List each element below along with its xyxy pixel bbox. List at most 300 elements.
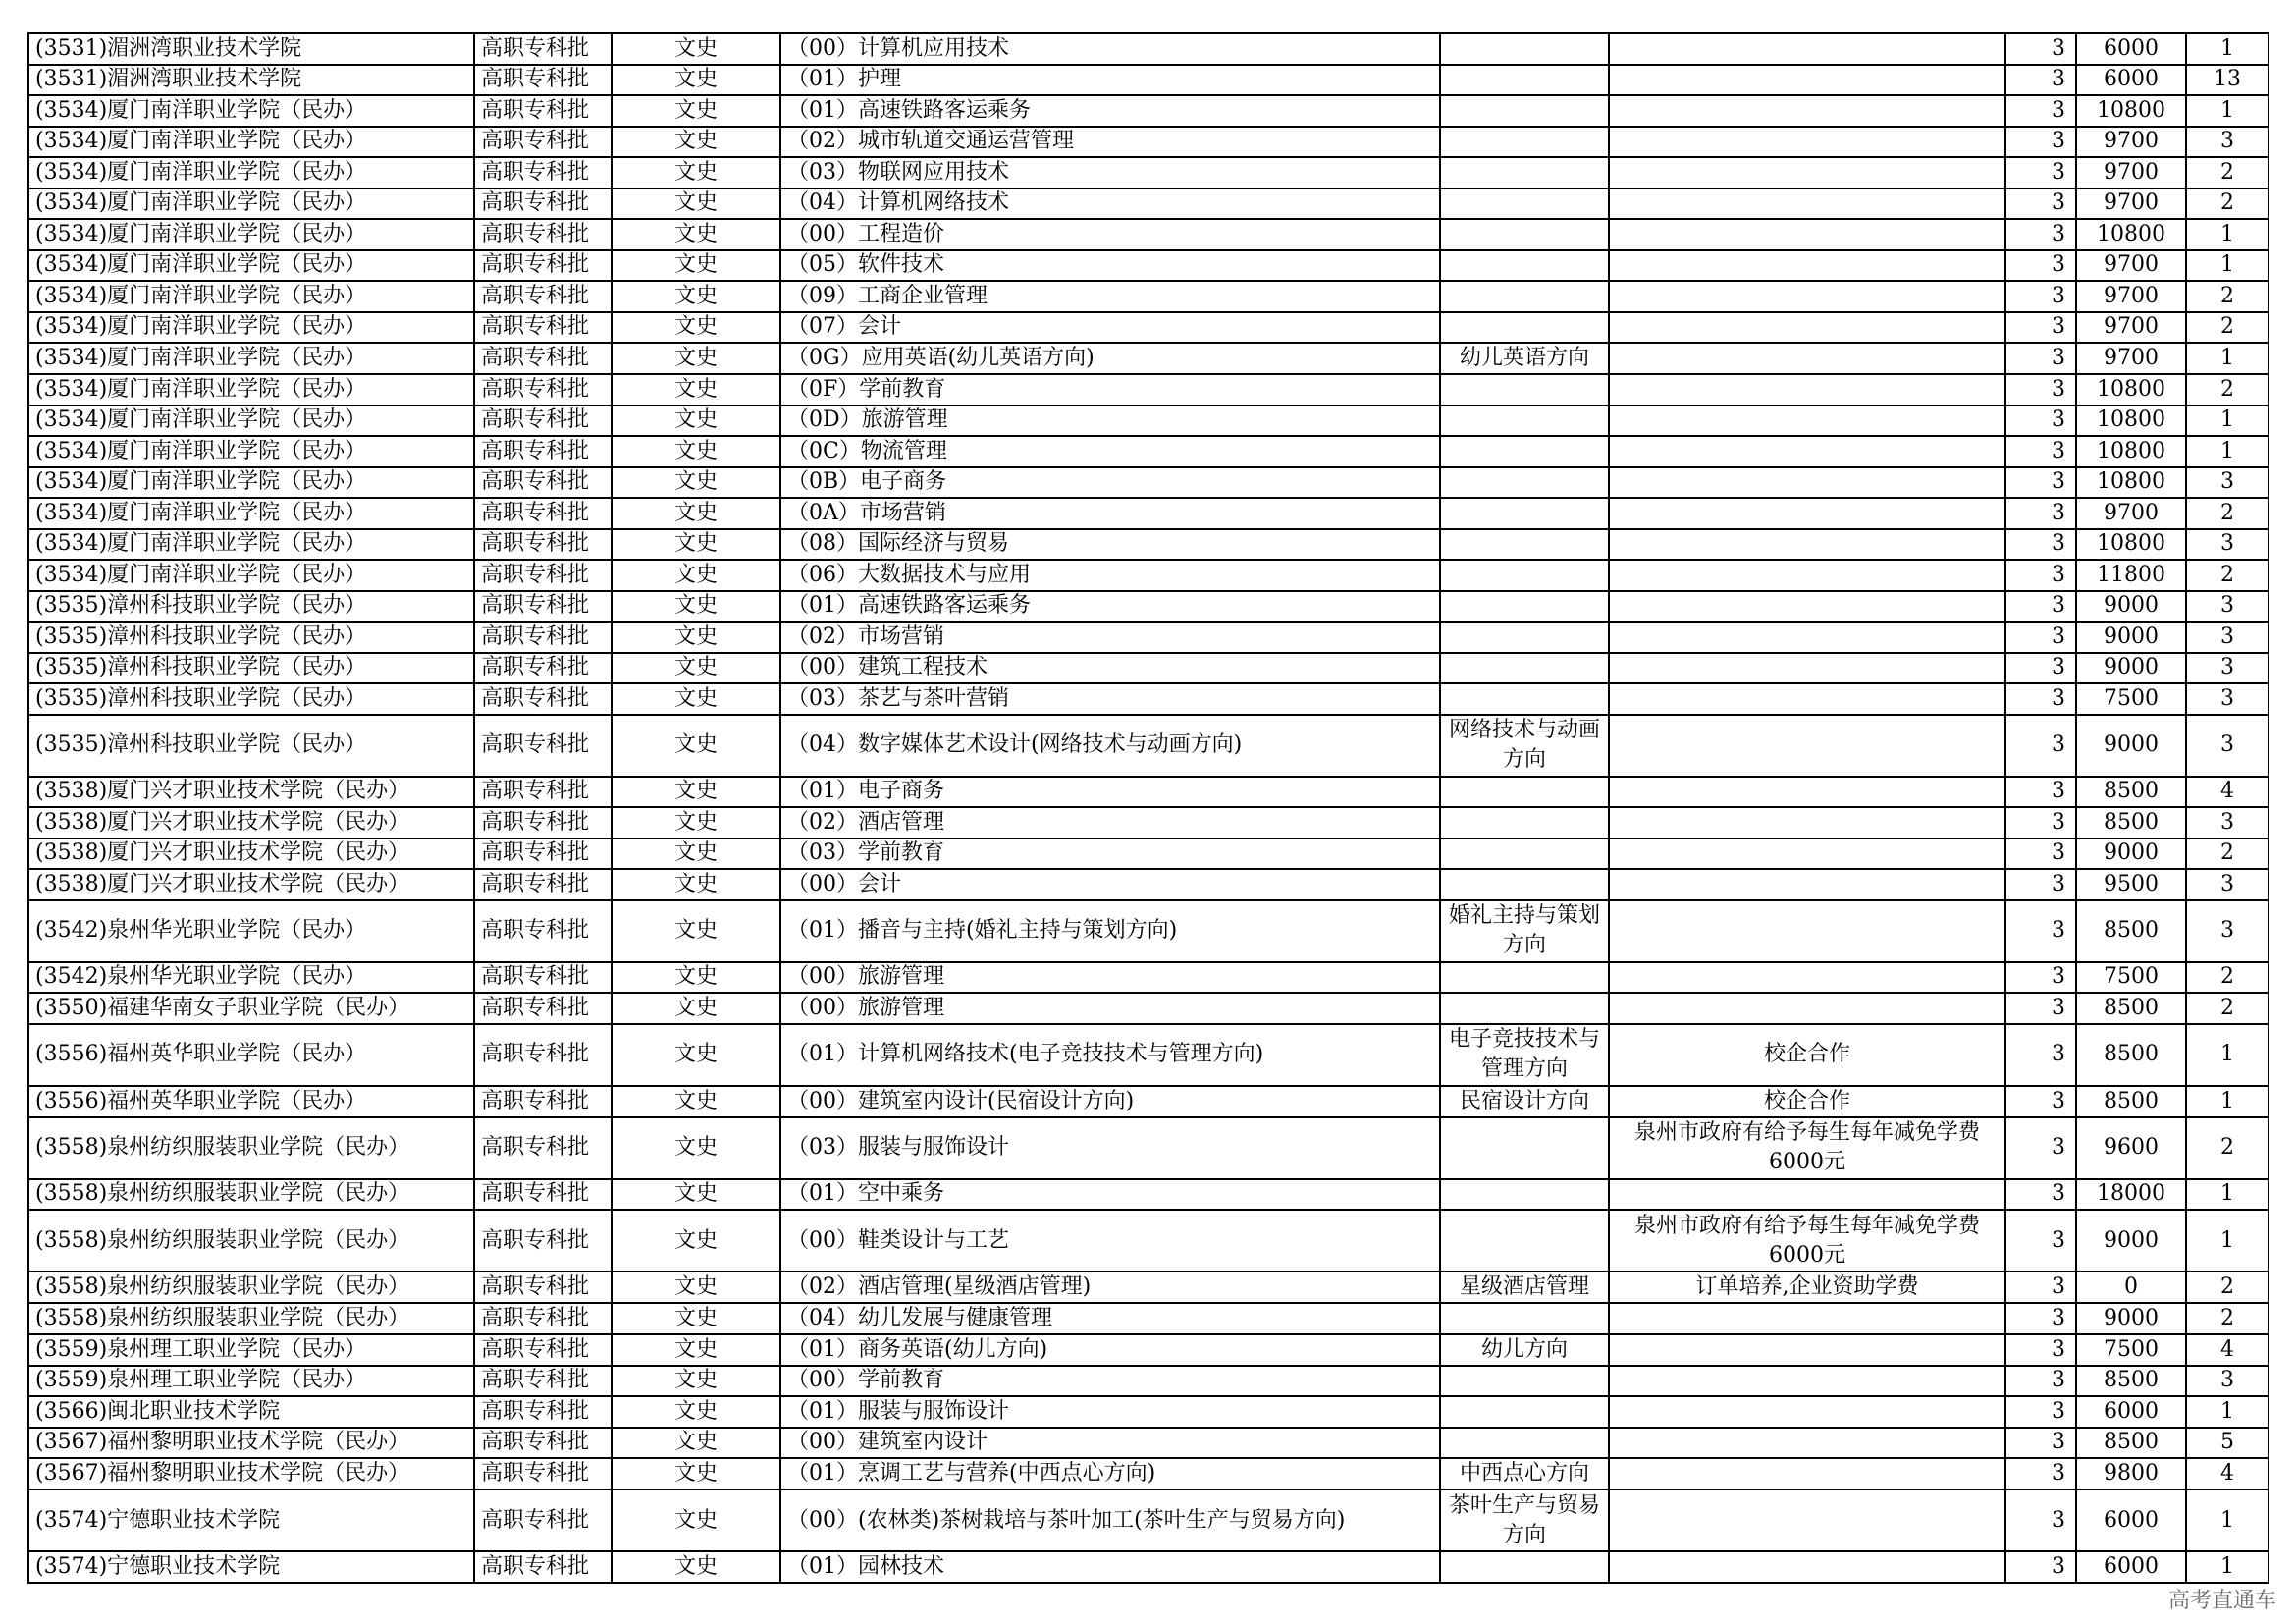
direction-cell: 幼儿方向 [1440,1334,1609,1366]
batch-cell: 高职专科批 [474,1396,612,1428]
plan-count-cell: 3 [2186,653,2269,684]
years-cell: 3 [2005,622,2076,653]
category-cell: 文史 [612,1210,780,1272]
table-row [28,374,2269,406]
table-row [28,1458,2269,1489]
batch-cell: 高职专科批 [474,374,612,406]
note-cell [1609,1366,2005,1397]
plan-count-cell: 3 [2186,591,2269,623]
table-row [28,622,2269,653]
years-cell: 3 [2005,653,2076,684]
table-row [28,127,2269,158]
category-cell: 文史 [612,374,780,406]
category-cell: 文史 [612,807,780,839]
note-cell [1609,33,2005,65]
table-row [28,1396,2269,1428]
direction-cell [1440,281,1609,312]
table-row [28,683,2269,715]
tuition-cell: 9000 [2076,839,2186,870]
plan-count-cell: 1 [2186,1024,2269,1086]
plan-count-cell: 1 [2186,1086,2269,1117]
batch-cell: 高职专科批 [474,343,612,374]
plan-count-cell: 1 [2186,95,2269,127]
batch-cell: 高职专科批 [474,281,612,312]
table-row [28,1210,2269,1272]
tuition-cell: 6000 [2076,1489,2186,1551]
major-cell: （01）护理 [780,65,1440,96]
note-cell [1609,406,2005,437]
major-cell: （01）播音与主持(婚礼主持与策划方向) [780,900,1440,962]
tuition-cell: 8500 [2076,807,2186,839]
major-cell: （01）商务英语(幼儿方向) [780,1334,1440,1366]
years-cell: 3 [2005,498,2076,529]
category-cell: 文史 [612,1489,780,1551]
tuition-cell: 6000 [2076,65,2186,96]
note-cell [1609,436,2005,467]
school-cell: (3574)宁德职业技术学院 [28,1551,474,1583]
tuition-cell: 10800 [2076,467,2186,499]
direction-cell: 民宿设计方向 [1440,1086,1609,1117]
note-cell [1609,869,2005,900]
category-cell: 文史 [612,1428,780,1459]
table-row [28,591,2269,623]
table-row [28,839,2269,870]
years-cell: 3 [2005,343,2076,374]
category-cell: 文史 [612,715,780,777]
plan-count-cell: 3 [2186,900,2269,962]
years-cell: 3 [2005,95,2076,127]
years-cell: 3 [2005,189,2076,220]
plan-count-cell: 2 [2186,157,2269,189]
category-cell: 文史 [612,993,780,1024]
major-cell: （02）酒店管理 [780,807,1440,839]
major-cell: （00）(农林类)茶树栽培与茶叶加工(茶叶生产与贸易方向) [780,1489,1440,1551]
school-cell: (3559)泉州理工职业学院（民办） [28,1366,474,1397]
direction-cell: 网络技术与动画方向 [1440,715,1609,777]
major-cell: （03）物联网应用技术 [780,157,1440,189]
tuition-cell: 9000 [2076,1210,2186,1272]
plan-count-cell: 2 [2186,993,2269,1024]
major-cell: （00）会计 [780,869,1440,900]
tuition-cell: 6000 [2076,1396,2186,1428]
batch-cell: 高职专科批 [474,189,612,220]
category-cell: 文史 [612,622,780,653]
years-cell: 3 [2005,560,2076,591]
note-cell [1609,250,2005,282]
category-cell: 文史 [612,436,780,467]
direction-cell [1440,95,1609,127]
note-cell: 订单培养,企业资助学费 [1609,1272,2005,1303]
direction-cell [1440,807,1609,839]
category-cell: 文史 [612,1272,780,1303]
category-cell: 文史 [612,839,780,870]
table-row [28,1272,2269,1303]
direction-cell [1440,406,1609,437]
batch-cell: 高职专科批 [474,869,612,900]
school-cell: (3566)闽北职业技术学院 [28,1396,474,1428]
batch-cell: 高职专科批 [474,1024,612,1086]
tuition-cell: 9700 [2076,343,2186,374]
direction-cell [1440,1551,1609,1583]
category-cell: 文史 [612,1366,780,1397]
direction-cell [1440,869,1609,900]
years-cell: 3 [2005,374,2076,406]
plan-count-cell: 2 [2186,1272,2269,1303]
table-row [28,529,2269,561]
batch-cell: 高职专科批 [474,95,612,127]
school-cell: (3534)厦门南洋职业学院（民办） [28,281,474,312]
major-cell: （00）建筑工程技术 [780,653,1440,684]
batch-cell: 高职专科批 [474,1210,612,1272]
batch-cell: 高职专科批 [474,900,612,962]
major-cell: （03）茶艺与茶叶营销 [780,683,1440,715]
direction-cell [1440,653,1609,684]
tuition-cell: 9700 [2076,127,2186,158]
direction-cell [1440,591,1609,623]
note-cell [1609,993,2005,1024]
category-cell: 文史 [612,869,780,900]
batch-cell: 高职专科批 [474,1334,612,1366]
category-cell: 文史 [612,219,780,250]
direction-cell [1440,127,1609,158]
years-cell: 3 [2005,1489,2076,1551]
years-cell: 3 [2005,1551,2076,1583]
category-cell: 文史 [612,653,780,684]
note-cell [1609,715,2005,777]
plan-count-cell: 2 [2186,839,2269,870]
tuition-cell: 10800 [2076,374,2186,406]
plan-count-cell: 1 [2186,1396,2269,1428]
tuition-cell: 11800 [2076,560,2186,591]
category-cell: 文史 [612,312,780,344]
plan-count-cell: 1 [2186,1210,2269,1272]
note-cell [1609,1551,2005,1583]
table-row [28,1428,2269,1459]
direction-cell [1440,560,1609,591]
direction-cell [1440,374,1609,406]
major-cell: （0A）市场营销 [780,498,1440,529]
note-cell [1609,1458,2005,1489]
school-cell: (3538)厦门兴才职业技术学院（民办） [28,839,474,870]
table-row [28,467,2269,499]
batch-cell: 高职专科批 [474,1303,612,1334]
school-cell: (3556)福州英华职业学院（民办） [28,1024,474,1086]
major-cell: （0C）物流管理 [780,436,1440,467]
direction-cell: 茶叶生产与贸易方向 [1440,1489,1609,1551]
batch-cell: 高职专科批 [474,1179,612,1211]
direction-cell [1440,1366,1609,1397]
note-cell [1609,219,2005,250]
years-cell: 3 [2005,436,2076,467]
tuition-cell: 9700 [2076,157,2186,189]
table-row [28,869,2269,900]
school-cell: (3550)福建华南女子职业学院（民办） [28,993,474,1024]
admission-plan-table [27,32,2269,1584]
table-row [28,1334,2269,1366]
category-cell: 文史 [612,95,780,127]
table-row [28,1551,2269,1583]
category-cell: 文史 [612,560,780,591]
major-cell: （00）建筑室内设计(民宿设计方向) [780,1086,1440,1117]
years-cell: 3 [2005,1117,2076,1179]
school-cell: (3531)湄洲湾职业技术学院 [28,65,474,96]
major-cell: （07）会计 [780,312,1440,344]
tuition-cell: 8500 [2076,1366,2186,1397]
table-row [28,1086,2269,1117]
major-cell: （00）学前教育 [780,1366,1440,1397]
years-cell: 3 [2005,33,2076,65]
school-cell: (3534)厦门南洋职业学院（民办） [28,95,474,127]
tuition-cell: 6000 [2076,1551,2186,1583]
plan-count-cell: 4 [2186,1334,2269,1366]
batch-cell: 高职专科批 [474,560,612,591]
category-cell: 文史 [612,1086,780,1117]
plan-count-cell: 2 [2186,281,2269,312]
table-row [28,157,2269,189]
category-cell: 文史 [612,250,780,282]
plan-count-cell: 2 [2186,312,2269,344]
note-cell [1609,281,2005,312]
school-cell: (3534)厦门南洋职业学院（民办） [28,406,474,437]
years-cell: 3 [2005,839,2076,870]
tuition-cell: 10800 [2076,529,2186,561]
years-cell: 3 [2005,777,2076,808]
note-cell [1609,498,2005,529]
batch-cell: 高职专科批 [474,1489,612,1551]
direction-cell [1440,467,1609,499]
category-cell: 文史 [612,406,780,437]
years-cell: 3 [2005,807,2076,839]
batch-cell: 高职专科批 [474,250,612,282]
major-cell: （04）幼儿发展与健康管理 [780,1303,1440,1334]
plan-count-cell: 1 [2186,250,2269,282]
tuition-cell: 9600 [2076,1117,2186,1179]
category-cell: 文史 [612,33,780,65]
major-cell: （01）电子商务 [780,777,1440,808]
tuition-cell: 9000 [2076,715,2186,777]
table-row [28,219,2269,250]
tuition-cell: 7500 [2076,1334,2186,1366]
table-row [28,653,2269,684]
plan-count-cell: 2 [2186,374,2269,406]
tuition-cell: 10800 [2076,436,2186,467]
direction-cell [1440,993,1609,1024]
category-cell: 文史 [612,1179,780,1211]
batch-cell: 高职专科批 [474,1117,612,1179]
school-cell: (3538)厦门兴才职业技术学院（民办） [28,869,474,900]
tuition-cell: 9800 [2076,1458,2186,1489]
tuition-cell: 8500 [2076,1024,2186,1086]
plan-count-cell: 3 [2186,683,2269,715]
years-cell: 3 [2005,869,2076,900]
major-cell: （04）计算机网络技术 [780,189,1440,220]
category-cell: 文史 [612,1117,780,1179]
batch-cell: 高职专科批 [474,962,612,994]
tuition-cell: 0 [2076,1272,2186,1303]
note-cell [1609,374,2005,406]
school-cell: (3535)漳州科技职业学院（民办） [28,683,474,715]
note-cell [1609,529,2005,561]
major-cell: （01）烹调工艺与营养(中西点心方向) [780,1458,1440,1489]
category-cell: 文史 [612,467,780,499]
table-row [28,65,2269,96]
category-cell: 文史 [612,529,780,561]
years-cell: 3 [2005,65,2076,96]
direction-cell [1440,1179,1609,1211]
tuition-cell: 8500 [2076,1428,2186,1459]
direction-cell: 中西点心方向 [1440,1458,1609,1489]
plan-count-cell: 3 [2186,127,2269,158]
tuition-cell: 9700 [2076,189,2186,220]
major-cell: （00）鞋类设计与工艺 [780,1210,1440,1272]
plan-count-cell: 4 [2186,777,2269,808]
category-cell: 文史 [612,281,780,312]
category-cell: 文史 [612,498,780,529]
years-cell: 3 [2005,900,2076,962]
note-cell: 泉州市政府有给予每生每年减免学费6000元 [1609,1117,2005,1179]
note-cell [1609,900,2005,962]
school-cell: (3534)厦门南洋职业学院（民办） [28,498,474,529]
category-cell: 文史 [612,777,780,808]
school-cell: (3534)厦门南洋职业学院（民办） [28,219,474,250]
tuition-cell: 9700 [2076,312,2186,344]
plan-count-cell: 1 [2186,1489,2269,1551]
years-cell: 3 [2005,1458,2076,1489]
note-cell [1609,683,2005,715]
plan-count-cell: 3 [2186,869,2269,900]
tuition-cell: 9500 [2076,869,2186,900]
plan-count-cell: 5 [2186,1428,2269,1459]
school-cell: (3535)漳州科技职业学院（民办） [28,653,474,684]
major-cell: （01）空中乘务 [780,1179,1440,1211]
major-cell: （0B）电子商务 [780,467,1440,499]
years-cell: 3 [2005,406,2076,437]
major-cell: （0G）应用英语(幼儿英语方向) [780,343,1440,374]
table-row [28,312,2269,344]
direction-cell [1440,1117,1609,1179]
note-cell: 校企合作 [1609,1024,2005,1086]
tuition-cell: 10800 [2076,219,2186,250]
plan-count-cell: 1 [2186,1179,2269,1211]
tuition-cell: 8500 [2076,1086,2186,1117]
school-cell: (3535)漳州科技职业学院（民办） [28,591,474,623]
years-cell: 3 [2005,219,2076,250]
plan-count-cell: 3 [2186,529,2269,561]
tuition-cell: 9700 [2076,250,2186,282]
note-cell: 校企合作 [1609,1086,2005,1117]
direction-cell [1440,312,1609,344]
school-cell: (3574)宁德职业技术学院 [28,1489,474,1551]
table-row [28,1179,2269,1211]
direction-cell [1440,189,1609,220]
school-cell: (3558)泉州纺织服装职业学院（民办） [28,1179,474,1211]
note-cell [1609,189,2005,220]
direction-cell [1440,1396,1609,1428]
major-cell: （02）酒店管理(星级酒店管理) [780,1272,1440,1303]
table-row [28,281,2269,312]
plan-count-cell: 3 [2186,622,2269,653]
batch-cell: 高职专科批 [474,653,612,684]
direction-cell [1440,65,1609,96]
plan-count-cell: 2 [2186,1303,2269,1334]
direction-cell [1440,498,1609,529]
batch-cell: 高职专科批 [474,622,612,653]
school-cell: (3542)泉州华光职业学院（民办） [28,900,474,962]
table-row [28,807,2269,839]
note-cell [1609,777,2005,808]
major-cell: （01）服装与服饰设计 [780,1396,1440,1428]
category-cell: 文史 [612,1458,780,1489]
category-cell: 文史 [612,900,780,962]
plan-count-cell: 3 [2186,715,2269,777]
years-cell: 3 [2005,962,2076,994]
watermark-text: 高考直通车 [2167,1589,2276,1613]
batch-cell: 高职专科批 [474,436,612,467]
table-row [28,498,2269,529]
plan-count-cell: 1 [2186,1551,2269,1583]
table-row [28,715,2269,777]
major-cell: （01）园林技术 [780,1551,1440,1583]
category-cell: 文史 [612,1396,780,1428]
tuition-cell: 9000 [2076,622,2186,653]
table-row [28,250,2269,282]
major-cell: （0F）学前教育 [780,374,1440,406]
table-row [28,900,2269,962]
major-cell: （04）数字媒体艺术设计(网络技术与动画方向) [780,715,1440,777]
major-cell: （09）工商企业管理 [780,281,1440,312]
table-row [28,436,2269,467]
note-cell [1609,622,2005,653]
major-cell: （06）大数据技术与应用 [780,560,1440,591]
note-cell [1609,1334,2005,1366]
batch-cell: 高职专科批 [474,1272,612,1303]
tuition-cell: 9000 [2076,1303,2186,1334]
major-cell: （00）旅游管理 [780,993,1440,1024]
plan-count-cell: 1 [2186,436,2269,467]
batch-cell: 高职专科批 [474,993,612,1024]
note-cell: 泉州市政府有给予每生每年减免学费6000元 [1609,1210,2005,1272]
years-cell: 3 [2005,281,2076,312]
major-cell: （05）软件技术 [780,250,1440,282]
tuition-cell: 10800 [2076,406,2186,437]
school-cell: (3534)厦门南洋职业学院（民办） [28,157,474,189]
major-cell: （02）市场营销 [780,622,1440,653]
school-cell: (3538)厦门兴才职业技术学院（民办） [28,807,474,839]
table-row [28,1366,2269,1397]
plan-count-cell: 1 [2186,406,2269,437]
table-row [28,33,2269,65]
years-cell: 3 [2005,1428,2076,1459]
note-cell [1609,312,2005,344]
note-cell [1609,95,2005,127]
batch-cell: 高职专科批 [474,683,612,715]
category-cell: 文史 [612,189,780,220]
school-cell: (3534)厦门南洋职业学院（民办） [28,343,474,374]
category-cell: 文史 [612,962,780,994]
major-cell: （00）旅游管理 [780,962,1440,994]
batch-cell: 高职专科批 [474,127,612,158]
note-cell [1609,127,2005,158]
direction-cell [1440,622,1609,653]
tuition-cell: 9000 [2076,653,2186,684]
note-cell [1609,962,2005,994]
tuition-cell: 6000 [2076,33,2186,65]
school-cell: (3542)泉州华光职业学院（民办） [28,962,474,994]
note-cell [1609,467,2005,499]
batch-cell: 高职专科批 [474,1458,612,1489]
school-cell: (3558)泉州纺织服装职业学院（民办） [28,1303,474,1334]
direction-cell [1440,436,1609,467]
